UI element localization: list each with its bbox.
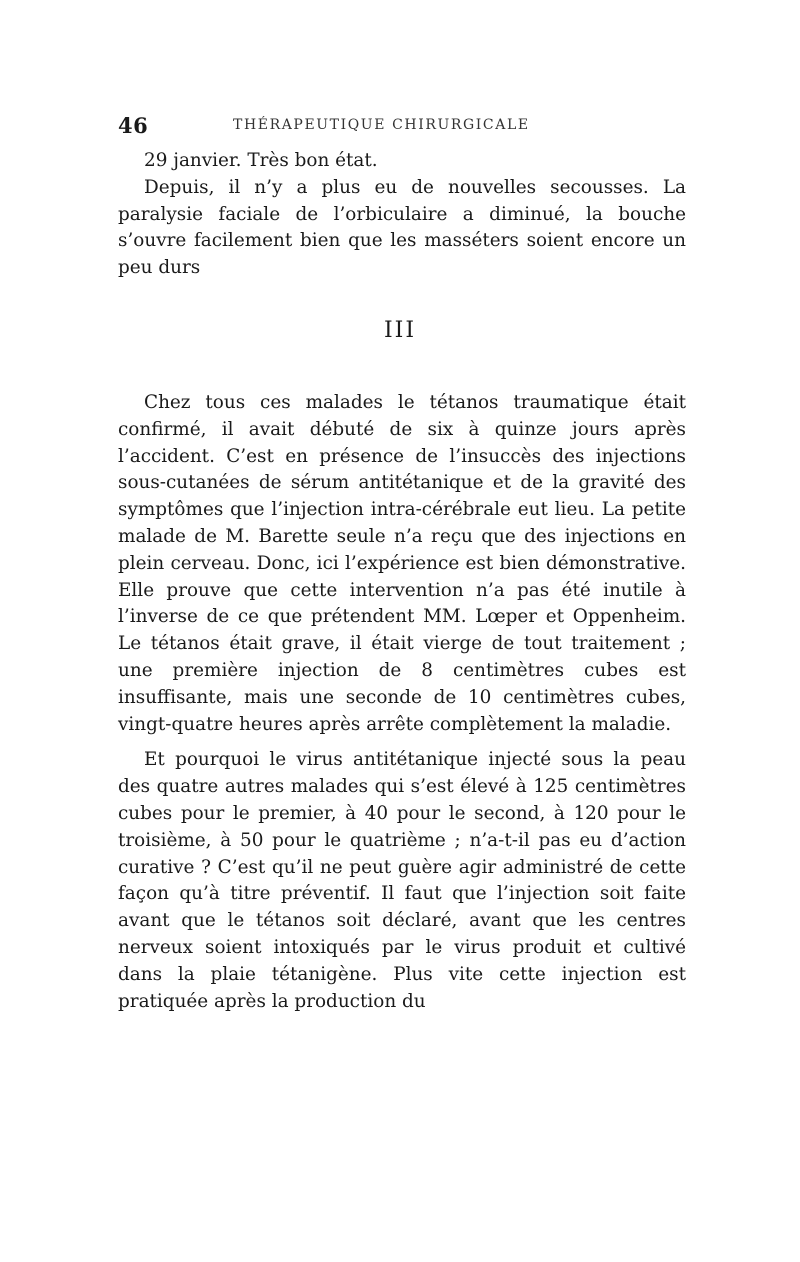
section-heading: III — [383, 318, 417, 343]
page-number: 46 — [118, 113, 149, 138]
date-line: 29 janvier. Très bon état. — [144, 150, 378, 171]
intro-paragraph: Depuis, il n’y a plus eu de nouvelles secousses. La paralysie faciale de l’orbiculaire a diminué, la bouche s’ouvre facilement bien que les masséters soient encore un peu durs — [118, 176, 686, 279]
page-header — [118, 113, 688, 137]
section-body — [118, 390, 686, 1015]
section-paragraph-2: Et pourquoi le virus antitétanique injecté sous la peau des quatre autres malades qui s’est élevé à 125 centimètres cubes pour le premier, à 40 pour le second, à 120 pour le troisième, à 50 pour le quatrième ; n’a-t-il pas eu d’action curative ? C’est qu’il ne peut guère agir administré de cette façon qu’à titre préventif. Il faut que l’injection soit faite avant que le tétanos soit déclaré, avant que les centres nerveux soient intoxiqués par le virus produit et cultivé dans la plaie tétanigène. Plus vite cette injection est pratiquée après la production du — [118, 749, 686, 1012]
running-title: THÉRAPEUTIQUE CHIRURGICALE — [233, 117, 530, 133]
intro-block — [118, 148, 686, 282]
section-paragraph-1: Chez tous ces malades le tétanos traumatique était confirmé, il avait débuté de six à quinze jours après l’accident. C’est en présence de l’insuccès des injections sous-cutanées de sérum antitétanique et de la gravité des symptômes que l’injection intra-cérébrale eut lieu. La petite malade de M. Barette seule n’a reçu que des injections en plein cerveau. Donc, ici l’expérience est bien démonstrative. Elle prouve que cette intervention n’a pas été inutile à l’inverse de ce que prétendent MM. Lœper et Oppenheim. Le tétanos était grave, il était vierge de tout traitement ; une première injection de 8 centimètres cubes est insuffisante, mais une seconde de 10 centimètres cubes, vingt-quatre heures après arrête complètement la maladie. — [118, 392, 686, 735]
